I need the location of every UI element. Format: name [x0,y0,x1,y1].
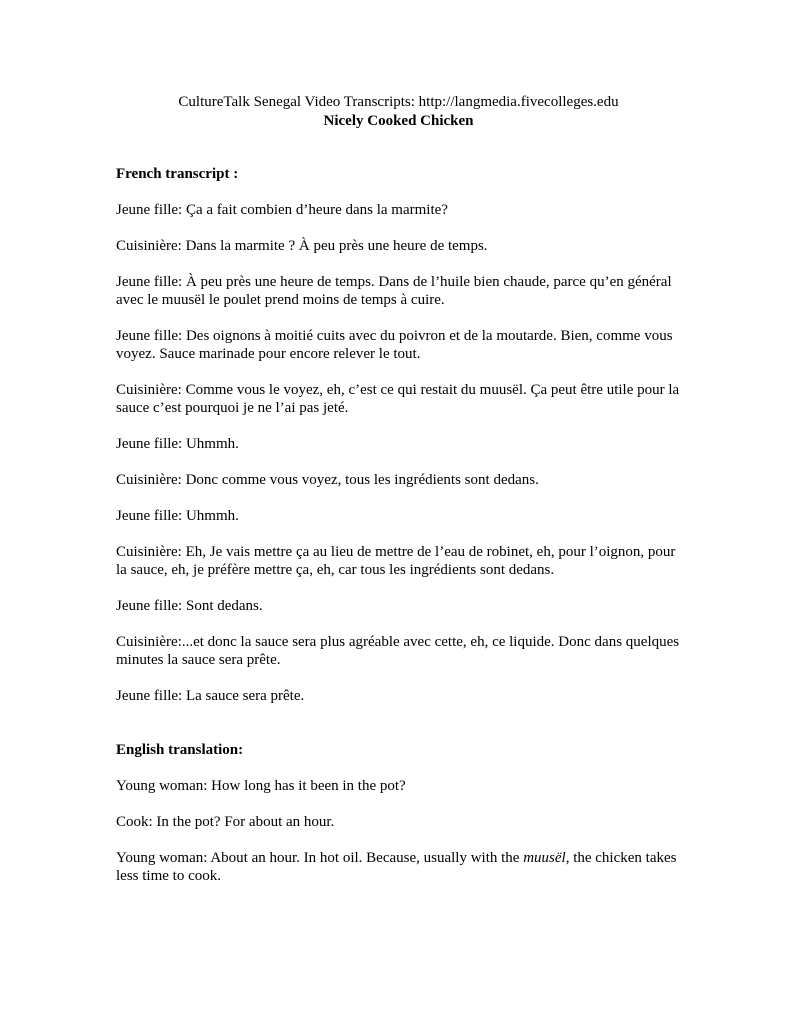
transcript-line: Jeune fille: À peu près une heure de temps. Dans de l’huile bien chaude, parce qu’en général avec le muusël le poulet prend moins de temps à cuire. [116,274,672,308]
transcript-line: Jeune fille: Ça a fait combien d’heure dans la marmite? [116,202,448,218]
transcript-line: Jeune fille: Uhmmh. [116,508,239,524]
transcript-line: Cuisinière:...et donc la sauce sera plus agréable avec cette, eh, ce liquide. Donc dans quelques minutes la sauce sera prête. [116,634,680,668]
document-title: CultureTalk Senegal Video Transcripts: http://langmedia.fivecolleges.edu [178,94,619,110]
transcript-line: Jeune fille: La sauce sera prête. [116,688,305,704]
translation-text: Young woman: About an hour. In hot oil. Because, usually with the [116,850,524,866]
transcript-line: Cuisinière: Dans la marmite ? À peu près une heure de temps. [116,238,488,254]
french-transcript-heading: French transcript : [116,166,239,182]
transcript-line: Cuisinière: Donc comme vous voyez, tous les ingrédients sont dedans. [116,472,539,488]
document-page [116,93,681,885]
french-transcript [116,201,681,705]
transcript-line: Jeune fille: Uhmmh. [116,436,239,452]
transcript-line: Cuisinière: Comme vous le voyez, eh, c’est ce qui restait du muusël. Ça peut être utile pour la sauce c’est pourquoi je ne l’ai pas jeté. [116,382,680,416]
transcript-line: Jeune fille: Sont dedans. [116,598,263,614]
translation-text: , the chicken takes less time to cook. [116,850,677,884]
translation-line [116,849,681,885]
english-translation-heading: English translation: [116,742,244,758]
document-header [116,93,681,131]
translation-line: Cook: In the pot? For about an hour. [116,814,335,830]
document-subtitle: Nicely Cooked Chicken [323,113,474,129]
transcript-line: Jeune fille: Des oignons à moitié cuits avec du poivron et de la moutarde. Bien, comme vous voyez. Sauce marinade pour encore relever le tout. [116,328,673,362]
italic-term: muusël [523,850,566,866]
english-translation [116,777,681,885]
translation-line: Young woman: How long has it been in the pot? [116,778,406,794]
transcript-line: Cuisinière: Eh, Je vais mettre ça au lieu de mettre de l’eau de robinet, eh, pour l’oignon, pour la sauce, eh, je préfère mettre ça, eh, car tous les ingrédients sont dedans. [116,544,676,578]
